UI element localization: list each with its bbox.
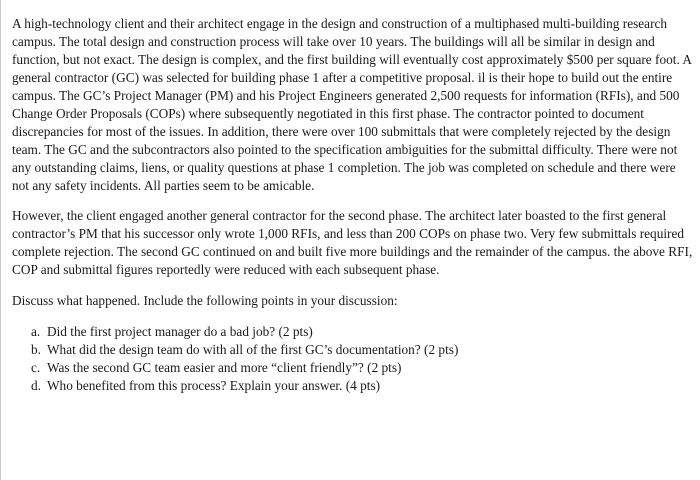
question-text: Who benefited from this process? Explain your answer. (4 pts) <box>47 378 381 393</box>
case-paragraph-phase-two: However, the client engaged another general contractor for the second phase. The architect later boasted to the first general contractor’s PM that his successor only wrote 1,000 RFIs, and less than 200 COPs on phase two. Very few submittals required complete rejection. The second GC continued on and built five more buildings and the remainder of the campus. the above RFI, COP and submittal figures reportedly were reduced with each subsequent phase. <box>12 208 693 277</box>
question-text: Was the second GC team easier and more “client friendly”? (2 pts) <box>47 360 402 375</box>
question-item-a <box>31 323 694 341</box>
discussion-prompt: Discuss what happened. Include the following points in your discussion: <box>12 293 398 308</box>
question-letter: c. <box>31 360 41 375</box>
question-list <box>12 323 694 395</box>
case-paragraph-phase-one: A high-technology client and their architect engage in the design and construction of a multiphased multi-building research campus. The total design and construction process will take over 10 years. The buildings will all be similar in design and function, but not exact. The design is complex, and the first building will eventually cost approximately $500 per square foot. A general contractor (GC) was selected for building phase 1 after a competitive proposal. il is their hope to build out the entire campus. The GC’s Project Manager (PM) and his Project Engineers generated 2,500 requests for information (RFIs), and 500 Change Order Proposals (COPs) where subsequently negotiated in this first phase. The contractor pointed to document discrepancies for most of the issues. In addition, there were over 100 submittals that were completely rejected by the design team. The GC and the subcontractors also pointed to the specification ambiguities for the submittal difficulty. There were not any outstanding claims, liens, or quality questions at phase 1 completion. The job was completed on schedule and there were not any safety incidents. All parties seem to be amicable. <box>12 16 692 193</box>
question-text: Did the first project manager do a bad job? (2 pts) <box>47 324 313 339</box>
question-item-b <box>31 341 694 359</box>
question-letter: d. <box>31 378 41 393</box>
question-letter: a. <box>31 324 41 339</box>
question-item-d <box>31 377 694 395</box>
question-item-c <box>31 359 694 377</box>
document-body <box>12 15 694 395</box>
question-text: What did the design team do with all of the first GC’s documentation? (2 pts) <box>47 342 459 357</box>
question-letter: b. <box>31 342 41 357</box>
